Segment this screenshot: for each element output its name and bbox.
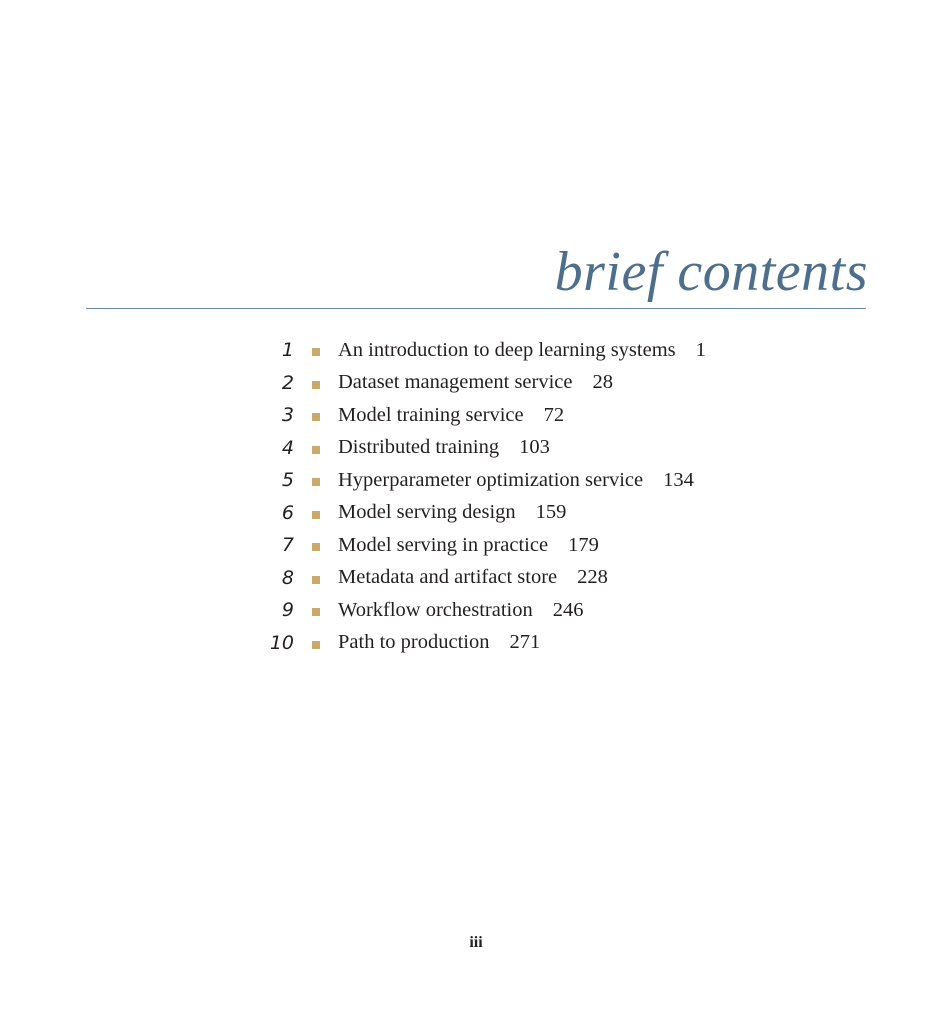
toc-entry[interactable] — [258, 464, 706, 497]
chapter-number: 4 — [281, 436, 294, 459]
toc-list — [258, 334, 706, 659]
toc-entry[interactable] — [258, 529, 706, 562]
chapter-page-number: 72 — [543, 403, 565, 426]
chapter-page-number: 159 — [535, 501, 567, 524]
chapter-page-number: 28 — [592, 371, 613, 394]
chapter-title: An introduction to deep learning systems — [338, 338, 676, 361]
chapter-title: Model serving in practice — [338, 533, 549, 556]
chapter-number: 2 — [281, 371, 294, 394]
chapter-title: Model serving design — [338, 501, 516, 524]
chapter-title: Distributed training — [338, 436, 500, 459]
chapter-page-number: 246 — [552, 598, 584, 621]
toc-entry[interactable] — [258, 367, 706, 400]
toc-entry[interactable] — [258, 562, 706, 595]
toc-entry[interactable] — [258, 432, 706, 465]
chapter-page-number: 1 — [695, 338, 706, 361]
page-folio: iii — [469, 934, 483, 951]
bullet-icon — [312, 413, 320, 421]
chapter-number: 7 — [281, 534, 294, 557]
chapter-page-number: 179 — [568, 533, 599, 556]
bullet-icon — [312, 576, 320, 584]
chapter-page-number: 103 — [519, 436, 550, 459]
toc-entry[interactable] — [258, 627, 706, 660]
toc-entry[interactable] — [258, 594, 706, 627]
chapter-number: 10 — [269, 631, 294, 654]
bullet-icon — [312, 608, 320, 616]
toc-entry[interactable] — [258, 497, 706, 530]
bullet-icon — [312, 446, 320, 454]
bullet-icon — [312, 511, 320, 519]
chapter-title: Path to production — [338, 631, 490, 654]
bullet-icon — [312, 641, 320, 649]
chapter-page-number: 134 — [663, 468, 694, 491]
chapter-title: Model training service — [338, 403, 524, 426]
chapter-title: Metadata and artifact store — [338, 566, 558, 589]
bullet-icon — [312, 381, 320, 389]
chapter-number: 8 — [281, 566, 294, 589]
chapter-number: 3 — [281, 404, 294, 427]
chapter-number: 6 — [281, 501, 294, 524]
toc-entry[interactable] — [258, 334, 706, 367]
chapter-number: 1 — [281, 339, 294, 362]
chapter-number: 5 — [281, 469, 294, 492]
title-rule — [86, 308, 866, 309]
toc-entry[interactable] — [258, 399, 706, 432]
chapter-page-number: 271 — [509, 631, 541, 654]
bullet-icon — [312, 478, 320, 486]
chapter-title: Workflow orchestration — [338, 598, 533, 621]
chapter-number: 9 — [281, 599, 294, 622]
bullet-icon — [312, 348, 320, 356]
chapter-page-number: 228 — [577, 566, 608, 589]
page-title: brief contents — [554, 241, 868, 303]
bullet-icon — [312, 543, 320, 551]
chapter-title: Dataset management service — [338, 371, 573, 394]
chapter-title: Hyperparameter optimization service — [338, 468, 644, 491]
